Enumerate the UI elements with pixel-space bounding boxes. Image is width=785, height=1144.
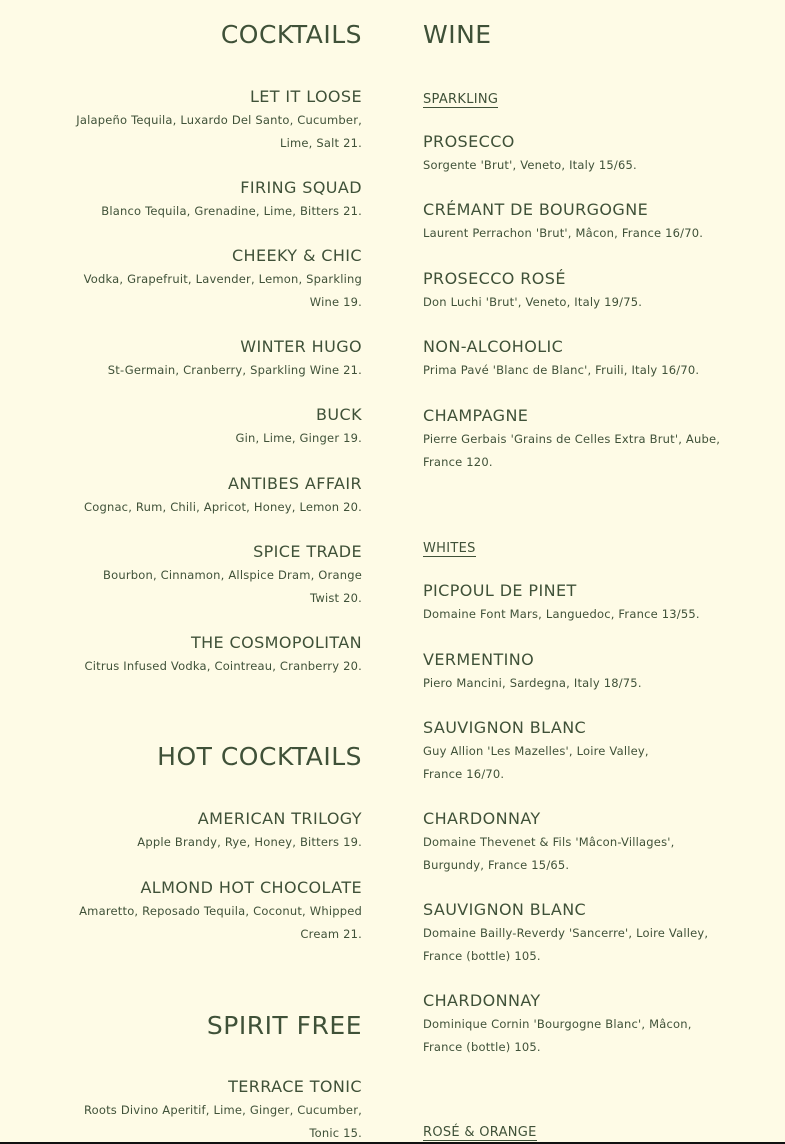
menu-item xyxy=(423,902,753,967)
item-description: Blanco Tequila, Grenadine, Lime, Bitters 21. xyxy=(101,204,362,218)
item-description: Citrus Infused Vodka, Cointreau, Cranberry 20. xyxy=(84,659,362,673)
menu-item xyxy=(423,652,753,695)
menu-item xyxy=(423,811,753,876)
menu-item xyxy=(423,583,753,626)
item-description: Domaine Thevenet & Fils 'Mâcon-Villages', Burgundy, France 15/65. xyxy=(423,835,675,872)
menu-item xyxy=(423,408,753,473)
item-description: Jalapeño Tequila, Luxardo Del Santo, Cucumber, Lime, Salt 21. xyxy=(76,113,362,150)
spirit-free-section xyxy=(40,1013,362,1038)
item-name: AMERICAN TRILOGY xyxy=(197,809,362,828)
item-name: PICPOUL DE PINET xyxy=(423,581,577,600)
item-description: Gin, Lime, Ginger 19. xyxy=(235,431,362,445)
menu-item xyxy=(40,1079,362,1144)
item-name: ALMOND HOT CHOCOLATE xyxy=(140,878,362,897)
item-description: Bourbon, Cinnamon, Allspice Dram, Orange Twist 20. xyxy=(103,568,362,605)
item-name: VERMENTINO xyxy=(423,650,535,669)
menu-item xyxy=(40,811,362,854)
item-description: Sorgente 'Brut', Veneto, Italy 15/65. xyxy=(423,158,637,172)
item-name: CHAMPAGNE xyxy=(423,406,529,425)
item-name: SAUVIGNON BLANC xyxy=(423,900,587,919)
item-description: Amaretto, Reposado Tequila, Coconut, Whipped Cream 21. xyxy=(79,904,362,941)
item-description: Dominique Cornin 'Bourgogne Blanc', Mâcon, France (bottle) 105. xyxy=(423,1017,692,1054)
hot-cocktails-title: HOT COCKTAILS xyxy=(157,742,362,771)
cocktails-title: COCKTAILS xyxy=(220,20,362,49)
menu-item xyxy=(423,993,753,1058)
item-name: WINTER HUGO xyxy=(240,337,362,356)
item-name: LET IT LOOSE xyxy=(249,87,362,106)
menu-item xyxy=(40,407,362,450)
item-description: Vodka, Grapefruit, Lavender, Lemon, Sparkling Wine 19. xyxy=(83,272,362,309)
item-description: Domaine Font Mars, Languedoc, France 13/55. xyxy=(423,607,700,621)
item-name: ANTIBES AFFAIR xyxy=(228,474,362,493)
item-name: CHEEKY & CHIC xyxy=(231,246,362,265)
item-description: Domaine Bailly-Reverdy 'Sancerre', Loire Valley, France (bottle) 105. xyxy=(423,926,709,963)
rose-orange-label: ROSÉ & ORANGE xyxy=(423,1125,537,1140)
sparkling-subhead xyxy=(423,88,753,108)
item-description: Apple Brandy, Rye, Honey, Bitters 19. xyxy=(137,835,362,849)
menu-item xyxy=(423,202,753,245)
item-description: Prima Pavé 'Blanc de Blanc', Fruili, Italy 16/70. xyxy=(423,363,700,377)
menu-item xyxy=(423,134,753,177)
menu-item xyxy=(423,339,753,382)
menu-item xyxy=(40,248,362,313)
menu-item xyxy=(40,180,362,223)
wine-section xyxy=(423,22,753,47)
menu-item xyxy=(40,89,362,154)
menu-item xyxy=(40,544,362,609)
wine-title: WINE xyxy=(423,20,492,49)
menu-item xyxy=(40,476,362,519)
item-name: CRÉMANT DE BOURGOGNE xyxy=(423,200,649,219)
item-name: SPICE TRADE xyxy=(253,542,362,561)
sparkling-label: SPARKLING xyxy=(423,92,499,107)
menu-item xyxy=(40,339,362,382)
item-description: Piero Mancini, Sardegna, Italy 18/75. xyxy=(423,676,642,690)
item-name: BUCK xyxy=(316,405,362,424)
rose-orange-subhead xyxy=(423,1121,753,1141)
item-description: Cognac, Rum, Chili, Apricot, Honey, Lemon 20. xyxy=(83,500,362,514)
item-description: Pierre Gerbais 'Grains de Celles Extra Brut', Aube, France 120. xyxy=(423,432,721,469)
hot-cocktails-section xyxy=(40,744,362,769)
item-name: TERRACE TONIC xyxy=(228,1077,362,1096)
item-name: PROSECCO xyxy=(423,132,515,151)
whites-subhead xyxy=(423,537,753,557)
item-description: St-Germain, Cranberry, Sparkling Wine 21. xyxy=(107,363,362,377)
menu-item xyxy=(40,880,362,945)
whites-label: WHITES xyxy=(423,541,476,556)
item-name: THE COSMOPOLITAN xyxy=(190,633,362,652)
item-name: SAUVIGNON BLANC xyxy=(423,718,587,737)
item-description: Laurent Perrachon 'Brut', Mâcon, France 16/70. xyxy=(423,226,704,240)
item-description: Guy Allion 'Les Mazelles', Loire Valley, France 16/70. xyxy=(423,744,649,781)
menu-item xyxy=(423,271,753,314)
item-description: Don Luchi 'Brut', Veneto, Italy 19/75. xyxy=(423,295,643,309)
item-name: PROSECCO ROSÉ xyxy=(423,269,566,288)
cocktails-section xyxy=(40,22,362,47)
item-name: NON-ALCOHOLIC xyxy=(423,337,564,356)
item-name: FIRING SQUAD xyxy=(240,178,362,197)
item-name: CHARDONNAY xyxy=(423,809,541,828)
spirit-free-title: SPIRIT FREE xyxy=(206,1011,362,1040)
item-description: Roots Divino Aperitif, Lime, Ginger, Cucumber, Tonic 15. xyxy=(83,1103,362,1140)
menu-item xyxy=(40,635,362,678)
item-name: CHARDONNAY xyxy=(423,991,541,1010)
menu-item xyxy=(423,720,753,785)
